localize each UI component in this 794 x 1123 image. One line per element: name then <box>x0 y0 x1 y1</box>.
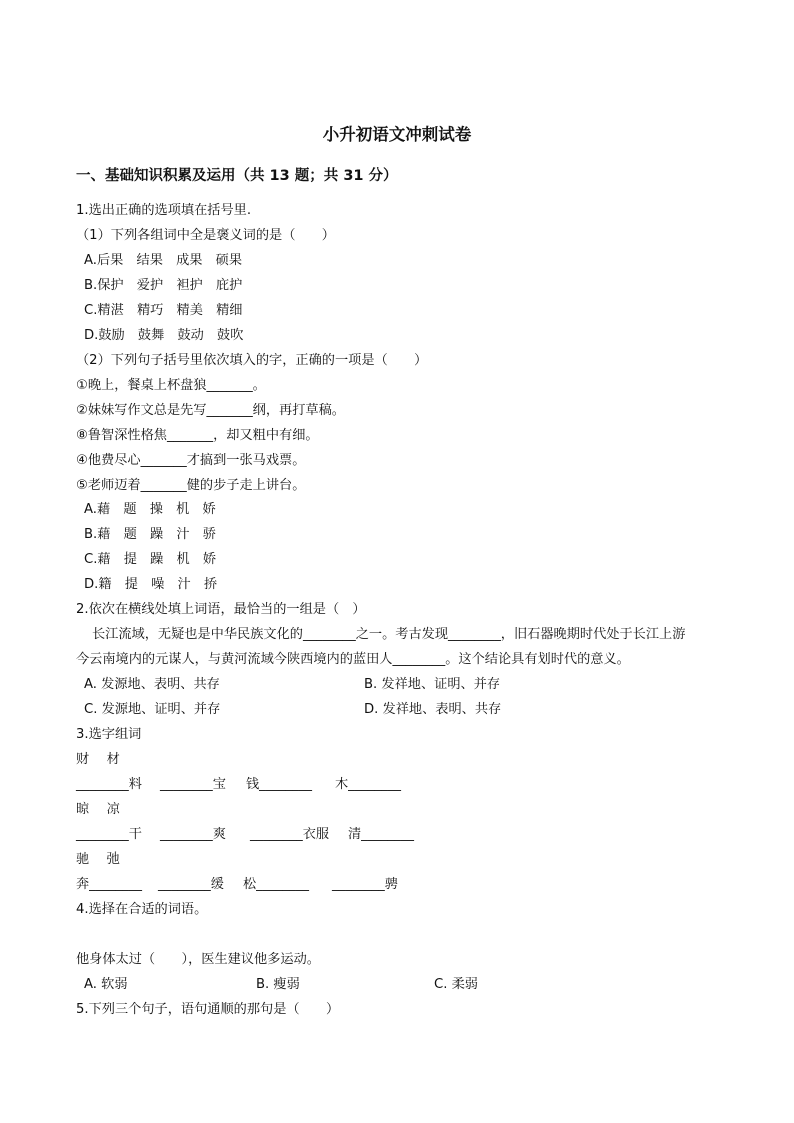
q1-part2-item-3: ⑧鲁智深性格焦_______，却又粗中有细。 <box>76 428 319 443</box>
q2-passage-line-2: 今云南境内的元谋人，与黄河流域今陕西境内的蓝田人________。这个结论具有划时代的意义。 <box>76 652 630 667</box>
q1-stem: 1.选出正确的选项填在括号里. <box>76 203 252 218</box>
q3-group2-blank-3: ________衣服 <box>250 827 330 842</box>
q2-option-b: B. 发祥地、证明、并存 <box>364 677 501 692</box>
q3-group3-blank-1: 奔________ <box>76 877 142 892</box>
q5-stem: 5.下列三个句子，语句通顺的那句是（ ） <box>76 1002 340 1017</box>
q2-option-a: A. 发源地、表明、共存 <box>84 677 220 692</box>
q2-stem: 2.依次在横线处填上词语，最恰当的一组是（ ） <box>76 602 366 617</box>
q3-group2-chars: 晾 凉 <box>76 802 120 817</box>
q1-part2-item-2: ②妹妹写作文总是先写_______纲，再打草稿。 <box>76 403 345 418</box>
q3-group2-blank-4: 清________ <box>348 827 414 842</box>
q1-part2-option-c: C.藉 提 躁 机 娇 <box>84 552 217 567</box>
section-heading: 一、基础知识积累及运用（共 13 题；共 31 分） <box>76 168 398 184</box>
q3-group2-blank-1: ________干 <box>76 827 142 842</box>
q3-group1-chars: 财 材 <box>76 752 120 767</box>
q2-option-d: D. 发祥地、表明、共存 <box>364 702 502 717</box>
q1-part2-item-4: ④他费尽心_______才搞到一张马戏票。 <box>76 453 306 468</box>
q3-group3-chars: 驰 弛 <box>76 852 120 867</box>
q1-part2-option-d: D.籍 提 噪 汁 挢 <box>84 577 218 592</box>
q1-part2-item-1: ①晚上，餐桌上杯盘狼_______。 <box>76 378 266 393</box>
q1-part2-stem: （2）下列句子括号里依次填入的字，正确的一项是（ ） <box>76 353 428 368</box>
q1-part1-option-a: A.后果 结果 成果 硕果 <box>84 253 243 268</box>
q3-group3-blank-3: 松________ <box>243 877 309 892</box>
q3-stem: 3.选字组词 <box>76 727 142 742</box>
q1-part2-option-a: A.藉 题 操 机 娇 <box>84 502 216 517</box>
q1-part1-option-b: B.保护 爱护 袒护 庇护 <box>84 278 243 293</box>
q2-option-c: C. 发源地、证明、并存 <box>84 702 221 717</box>
q3-group1-blank-3: 钱________ <box>246 777 312 792</box>
q3-group1-blank-4: 木________ <box>335 777 401 792</box>
q3-group1-blank-2: ________宝 <box>160 777 226 792</box>
q4-option-c: C. 柔弱 <box>434 977 478 992</box>
q3-group2-blank-2: ________爽 <box>160 827 226 842</box>
q1-part1-option-c: C.精湛 精巧 精美 精细 <box>84 303 243 318</box>
q1-part1-stem: （1）下列各组词中全是褒义词的是（ ） <box>76 228 335 243</box>
q3-group3-blank-2: ________缓 <box>158 877 224 892</box>
q1-part2-option-b: B.藉 题 躁 汁 骄 <box>84 527 216 542</box>
q4-option-b: B. 瘦弱 <box>256 977 300 992</box>
q4-option-a: A. 软弱 <box>84 977 128 992</box>
q2-passage-line-1: 长江流域，无疑也是中华民族文化的________之一。考古发现________，旧石器晚期时代处于长江上游 <box>92 627 686 642</box>
q3-group1-blank-1: ________料 <box>76 777 142 792</box>
q4-sentence: 他身体太过（ ），医生建议他多运动。 <box>76 952 320 967</box>
q1-part1-option-d: D.鼓励 鼓舞 鼓动 鼓吹 <box>84 328 244 343</box>
q1-part2-item-5: ⑤老师迈着_______健的步子走上讲台。 <box>76 478 306 493</box>
page-title: 小升初语文冲刺试卷 <box>322 125 472 144</box>
q3-group3-blank-4: ________骋 <box>332 877 398 892</box>
q4-stem: 4.选择在合适的词语。 <box>76 902 208 917</box>
